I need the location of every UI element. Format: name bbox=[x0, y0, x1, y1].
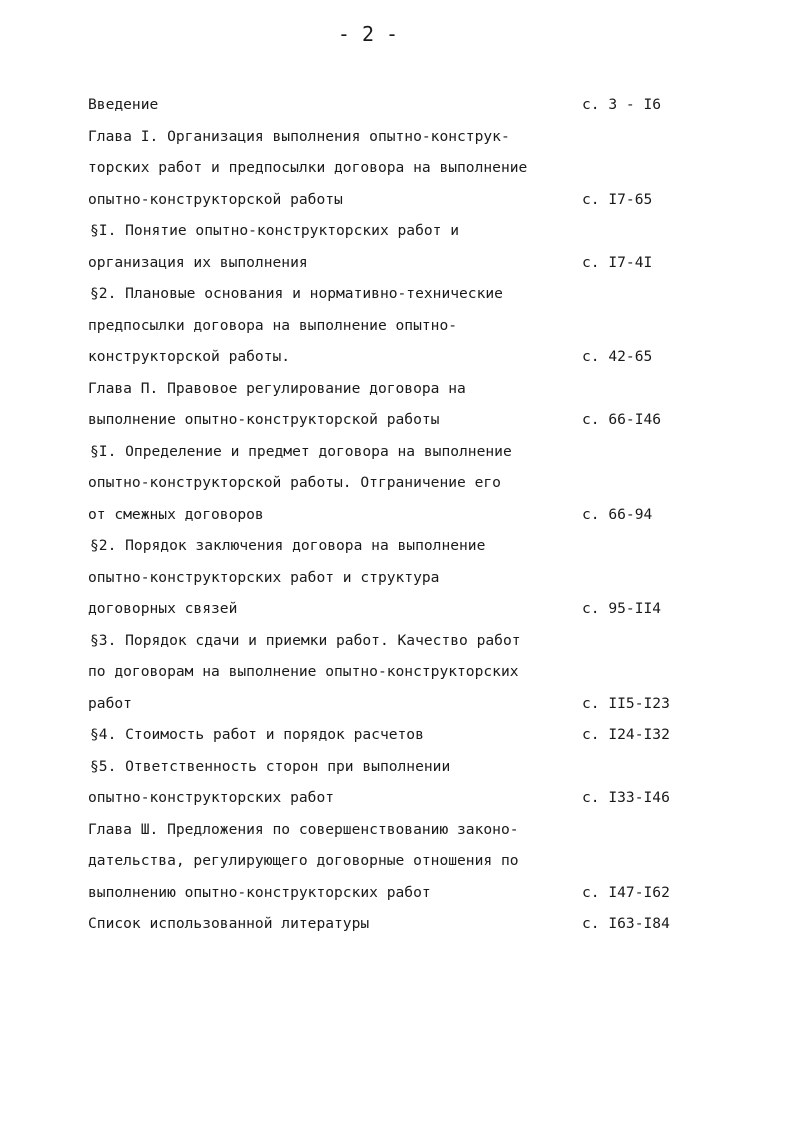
toc-line bbox=[88, 719, 708, 751]
toc-line bbox=[88, 278, 708, 310]
toc-line bbox=[88, 751, 708, 783]
toc-entry-text: опытно-конструкторской работы. Отграничение его bbox=[88, 474, 501, 491]
toc-line bbox=[88, 247, 708, 279]
toc-line bbox=[88, 152, 708, 184]
toc-line bbox=[88, 593, 708, 625]
toc-entry-text: §I. Определение и предмет договора на выполнение bbox=[90, 442, 512, 460]
toc-line bbox=[88, 89, 708, 121]
toc-line bbox=[88, 341, 708, 373]
toc-line bbox=[88, 814, 708, 846]
toc-line bbox=[88, 184, 708, 216]
toc-entry-pages: с. 42-65 bbox=[582, 348, 653, 365]
toc-entry-text: выполнению опытно-конструкторских работ bbox=[88, 883, 431, 901]
toc-line bbox=[88, 688, 708, 720]
page-number: - 2 - bbox=[337, 22, 399, 46]
toc-entry-text: §2. Порядок заключения договора на выполнение bbox=[90, 537, 486, 554]
toc-entry-text: предпосылки договора на выполнение опытно- bbox=[88, 316, 458, 334]
toc-line bbox=[88, 467, 708, 499]
toc-line bbox=[88, 530, 708, 562]
toc-line bbox=[88, 436, 708, 468]
toc-entry-text: §4. Стоимость работ и порядок расчетов bbox=[90, 726, 424, 743]
toc-entry-text: торских работ и предпосылки договора на выполнение bbox=[88, 159, 528, 176]
toc-line bbox=[88, 656, 708, 688]
toc-entry-text: Введение bbox=[88, 96, 159, 113]
toc-entry-text: Глава Ш. Предложения по совершенствованию законо- bbox=[88, 820, 519, 838]
toc-entry-text: дательства, регулирующего договорные отношения по bbox=[88, 852, 519, 869]
toc-entry-text: опытно-конструкторских работ bbox=[88, 789, 335, 806]
toc-entry-text: §3. Порядок сдачи и приемки работ. Качество работ bbox=[90, 631, 521, 649]
toc-entry-text: работ bbox=[88, 694, 132, 712]
toc-entry-pages: с. II5-I23 bbox=[582, 694, 670, 712]
toc-entry-pages: с. 95-II4 bbox=[582, 600, 662, 617]
toc-entry-pages: с. 66-94 bbox=[582, 505, 653, 523]
toc-entry-text: §5. Ответственность сторон при выполнении bbox=[90, 757, 451, 775]
toc-entry-pages: с. I63-I84 bbox=[582, 915, 670, 932]
toc-entry-text: выполнение опытно-конструкторской работы bbox=[88, 411, 440, 428]
toc-entry-text: Глава П. Правовое регулирование договора на bbox=[88, 379, 466, 397]
toc-entry-pages: с. 66-I46 bbox=[582, 411, 662, 428]
toc-entry-text: по договорам на выполнение опытно-конструкторских bbox=[88, 663, 519, 680]
toc-entry-pages: с. I24-I32 bbox=[582, 726, 670, 743]
toc-entry-pages: с. I33-I46 bbox=[582, 789, 670, 806]
toc-line bbox=[88, 877, 708, 909]
table-of-contents bbox=[88, 89, 708, 940]
toc-line bbox=[88, 310, 708, 342]
toc-entry-text: от смежных договоров bbox=[88, 505, 264, 523]
toc-entry-text: опытно-конструкторских работ и структура bbox=[88, 568, 440, 586]
toc-entry-pages: с. I7-4I bbox=[582, 253, 653, 271]
toc-entry-text: §I. Понятие опытно-конструкторских работ и bbox=[90, 222, 460, 239]
toc-line bbox=[88, 121, 708, 153]
toc-entry-text: договорных связей bbox=[88, 600, 238, 617]
toc-entry-text: §2. Плановые основания и нормативно-технические bbox=[90, 285, 503, 302]
toc-entry-text: Глава I. Организация выполнения опытно-конструк- bbox=[88, 127, 510, 145]
toc-line bbox=[88, 845, 708, 877]
toc-line bbox=[88, 215, 708, 247]
toc-line bbox=[88, 562, 708, 594]
toc-entry-text: конструкторской работы. bbox=[88, 348, 291, 365]
toc-line bbox=[88, 625, 708, 657]
toc-entry-pages: с. I47-I62 bbox=[582, 883, 670, 901]
toc-entry-text: организация их выполнения bbox=[88, 253, 308, 271]
toc-line bbox=[88, 499, 708, 531]
toc-entry-pages: с. I7-65 bbox=[582, 190, 653, 208]
toc-line bbox=[88, 373, 708, 405]
toc-entry-text: Список использованной литературы bbox=[88, 915, 370, 932]
toc-entry-pages: с. 3 - I6 bbox=[582, 96, 662, 113]
toc-line bbox=[88, 782, 708, 814]
toc-line bbox=[88, 404, 708, 436]
toc-line bbox=[88, 908, 708, 940]
toc-entry-text: опытно-конструкторской работы bbox=[88, 190, 343, 208]
